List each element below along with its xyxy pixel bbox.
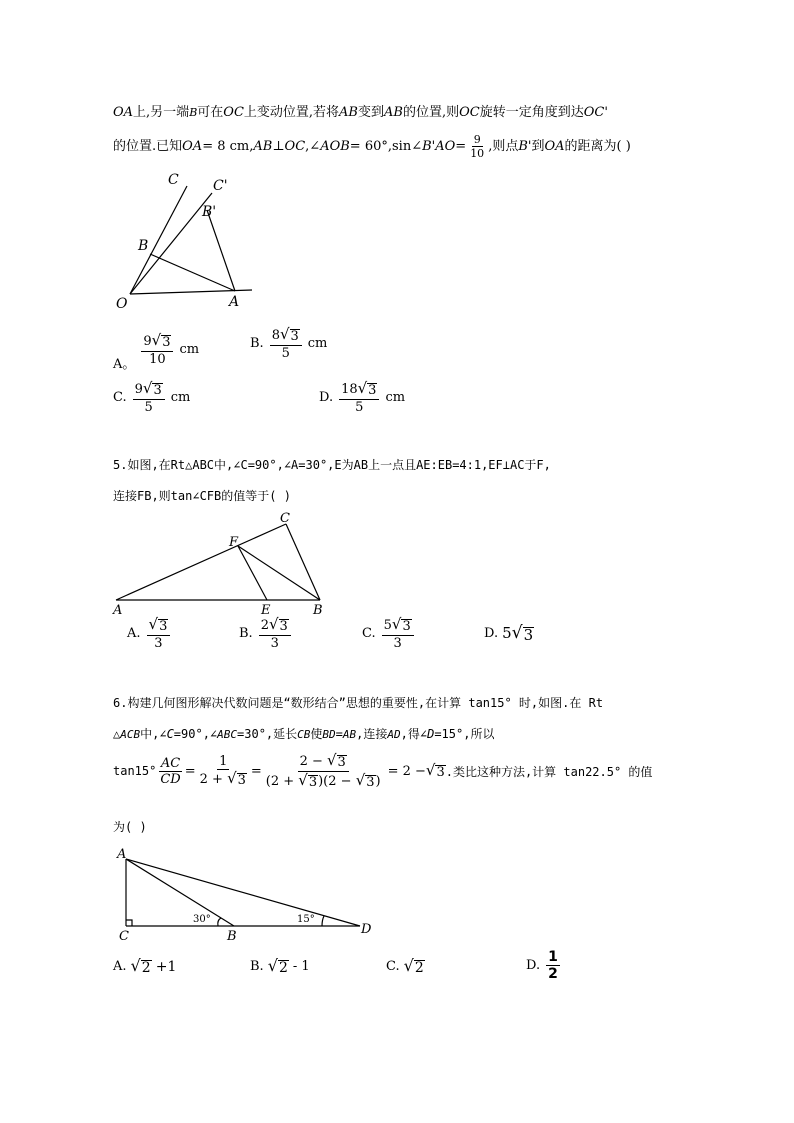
q6-frac1-num: AC — [160, 755, 181, 771]
q6-frac2-den-a: 2 + — [199, 771, 228, 787]
q6-l2-p9: 使 — [310, 727, 323, 741]
q6-frac2-den-r: 3 — [237, 772, 246, 788]
q6-result-r: 3 — [436, 764, 445, 780]
q6-frac3: 2 − √ 3 (2 + √ 3 )(2 − √ 3 ) — [265, 751, 381, 790]
q6-line3-formula: tan15° $\frac{AC}{CD}$ = 1 2 + √ 3 = 2 − √ 3 (2 + √ 3 )(2 − √ 3 ) = 2 − √ 3 .类比这种方法,计算 tan22.5° 的值 — [113, 751, 653, 790]
q4-l1-p10: 的位置,则 — [402, 105, 460, 120]
q4-opt-b-coef: 8 — [271, 328, 280, 343]
q6-l2-p6: ABC — [217, 728, 238, 741]
q4-opt-a-rad: 3 — [162, 335, 171, 351]
q6-opt-d-den: 2 — [548, 966, 558, 982]
q6-frac1-den: CD — [160, 771, 181, 787]
q4-l2-p8: AOB — [320, 138, 350, 154]
q6-frac3-num-r: 3 — [337, 755, 346, 770]
q6-option-d[interactable] — [526, 950, 562, 981]
q5-opt-c-coef: 5 — [383, 618, 392, 633]
q5-label-c: C — [280, 511, 290, 526]
q5-opt-d-value: 5 √ 3 — [502, 623, 534, 644]
q4-l2-p14: 到 — [531, 138, 545, 154]
q6-line1: 6.构建几何图形解决代数问题是“数形结合”思想的重要性,在计算 tan15° 时,如图.在 Rt — [113, 696, 604, 710]
q5-opt-c-rad: 3 — [402, 619, 411, 634]
q5-label-e: E — [261, 603, 271, 618]
q5-opt-d-coef: 5 — [502, 624, 512, 642]
q5-line1: 5.如图,在Rt△ABC中,∠C=90°,∠A=30°,E为AB上一点且AE:EB=4:1,EF⊥AC于F, — [113, 458, 551, 472]
q6-opt-a-tail: +1 — [155, 958, 177, 975]
q5-seg-ef — [238, 546, 267, 600]
q4-option-c[interactable] — [113, 381, 190, 414]
q4-l2-p16: 的距离为( ) — [564, 138, 631, 154]
q4-opt-d-den: 5 — [355, 399, 364, 415]
q4-label-b: B — [138, 238, 149, 254]
q4-l2-p15: OA — [544, 138, 565, 154]
q5-opt-b-label: B. — [239, 625, 253, 641]
q6-result-a: = 2 − — [387, 763, 426, 779]
q4-opt-a-value: 9 √ 3 10 — [141, 333, 173, 366]
q4-seg-abp — [207, 210, 235, 291]
q6-l2-p11: = — [335, 727, 343, 741]
q6-frac3-den-a: (2 + — [265, 773, 299, 789]
q5-opt-c-value: 5 √ 3 3 — [382, 617, 414, 650]
q4-sin-den: 10 — [470, 147, 485, 160]
q5-opt-c-label: C. — [362, 625, 376, 641]
q4-l2-p13: B' — [518, 138, 532, 154]
q4-opt-b-rad: 3 — [290, 329, 299, 344]
q6-l2-p14: AD — [387, 728, 401, 741]
q6-angle-15: 15° — [297, 914, 315, 925]
q6-frac3-den-b: )(2 − — [318, 773, 356, 789]
q6-opt-b-rad: 2 — [278, 960, 288, 976]
q4-l1-p9: AB — [384, 105, 403, 120]
q6-tan15: tan15° — [113, 764, 157, 779]
q6-opt-d-value — [546, 950, 560, 981]
q5-label-a: A — [113, 603, 123, 618]
q6-label-b: B — [227, 929, 237, 944]
q4-option-d[interactable] — [319, 381, 405, 414]
q4-figure — [110, 168, 270, 313]
q4-opt-d-unit: cm — [385, 389, 406, 405]
q4-label-o: O — [116, 296, 128, 312]
q4-l1-p6: 上变动位置,若将 — [243, 105, 340, 120]
q5-line2: 连接FB,则tan∠CFB的值等于( ) — [113, 489, 291, 503]
q6-seg-ad — [126, 859, 360, 926]
q4-option-a[interactable] — [113, 327, 199, 372]
q6-l2-p16: D — [427, 727, 435, 741]
q6-eq1: = — [184, 763, 196, 779]
q4-l2-p7: ,∠ — [305, 138, 321, 154]
q4-opt-c-unit: cm — [170, 389, 191, 405]
q6-label-a: A — [117, 847, 127, 862]
q6-l2-p10: BD — [322, 728, 336, 741]
q6-arc-30 — [218, 918, 221, 926]
q4-line2 — [113, 134, 631, 159]
q5-opt-a-label: A. — [127, 625, 141, 641]
q5-figure — [110, 508, 335, 618]
q4-opt-c-label: C. — [113, 389, 127, 405]
q4-l2-p10: B'AO — [422, 138, 456, 154]
q4-opt-b-value: 8 √ 3 5 — [270, 327, 302, 360]
q6-frac3-den-r1: 3 — [308, 774, 318, 790]
q6-opt-c-label: C. — [386, 959, 400, 975]
q4-l2-p12: ,则点 — [488, 138, 519, 154]
q6-label-c: C — [119, 929, 129, 944]
q5-opt-a-rad: 3 — [159, 619, 168, 634]
q5-opt-b-rad: 3 — [279, 619, 288, 634]
q4-l2-p2: OA — [182, 138, 203, 154]
q4-label-cp: C' — [213, 178, 228, 194]
q5-opt-a-den: 3 — [154, 635, 163, 651]
q6-frac2-num: 1 — [219, 753, 228, 769]
q6-l2-p12: AB — [342, 728, 357, 741]
q6-l2-p8: CB — [297, 728, 311, 741]
q4-opt-a-den: 10 — [149, 351, 166, 367]
q4-l1-p4: 可在 — [197, 105, 224, 120]
q5-opt-b-coef: 2 — [260, 618, 269, 633]
q5-option-c[interactable] — [362, 617, 416, 650]
q6-l2-p5: =90°,∠ — [173, 727, 218, 741]
q6-opt-b-tail: - 1 — [292, 959, 310, 975]
q6-l2-p1: △ — [113, 727, 121, 741]
q5-option-a[interactable] — [127, 617, 172, 650]
q5-opt-b-den: 3 — [270, 635, 279, 651]
q6-option-a[interactable]: A. √ 2 +1 — [113, 956, 177, 976]
q6-arc-15 — [322, 916, 324, 926]
q4-l1-p11: OC — [459, 105, 480, 120]
q5-option-d[interactable] — [484, 624, 534, 644]
q4-label-bp: B' — [202, 204, 217, 220]
q6-option-c[interactable]: C. √ 2 — [386, 956, 424, 976]
q6-opt-c-rad: 2 — [414, 960, 424, 976]
q4-l1-p13: OC' — [583, 105, 608, 120]
q6-l2-p17: =15°,所以 — [434, 727, 495, 741]
q4-opt-c-coef: 9 — [134, 382, 143, 397]
q6-l2-p7: =30°,延长 — [237, 727, 298, 741]
q6-frac3-num-a: 2 − — [299, 754, 327, 769]
q4-opt-d-rad: 3 — [368, 383, 377, 398]
q4-opt-a-unit: cm — [179, 342, 200, 357]
q5-opt-d-label: D. — [484, 626, 499, 642]
q4-l1-p12: 旋转一定角度到达 — [479, 105, 584, 120]
q6-eq2: = — [250, 763, 262, 779]
q6-opt-d-num: 1 — [548, 949, 558, 965]
q4-l1-p5: OC — [223, 105, 244, 120]
q5-opt-c-den: 3 — [393, 635, 402, 651]
q6-opt-b-label: B. — [250, 959, 264, 975]
q4-line1 — [113, 104, 608, 122]
q4-l2-p1: 的位置.已知 — [113, 138, 183, 154]
q4-label-c: C — [168, 172, 179, 188]
q6-frac3-den-c: ) — [375, 773, 381, 789]
q6-frac2: 1 2 + √ 3 — [199, 753, 246, 788]
q4-l1-p2: 上,另一端 — [133, 105, 190, 120]
q4-seg-ab — [150, 254, 235, 291]
q4-opt-c-rad: 3 — [153, 383, 162, 398]
q4-l2-p9: = 60°,sin∠ — [349, 138, 423, 154]
q4-opt-d-label: D. — [319, 389, 334, 405]
q4-opt-a-coef: 9 — [143, 334, 152, 350]
q6-opt-d-label: D. — [526, 958, 541, 973]
q4-sin-num: 9 — [473, 133, 481, 146]
q4-opt-d-coef: 18 — [341, 382, 358, 397]
q5-label-f: F — [229, 535, 239, 550]
q6-seg-ab — [126, 859, 234, 926]
q5-opt-b-value: 2 √ 3 3 — [259, 617, 291, 650]
q6-figure — [110, 842, 380, 944]
q6-line3-tail: .类比这种方法,计算 tan22.5° 的值 — [445, 764, 653, 779]
q6-l2-p13: ,连接 — [356, 727, 388, 741]
q4-l2-p11: = — [455, 138, 467, 154]
q6-line4: 为( ) — [113, 820, 147, 834]
q4-opt-d-value: 18 √ 3 5 — [339, 381, 379, 414]
q4-l2-p3: = 8 cm, — [202, 138, 254, 154]
q4-l2-p6: OC — [284, 138, 306, 154]
q6-l2-p2: ACB — [120, 728, 141, 741]
q4-option-b[interactable] — [250, 327, 327, 360]
q6-l2-p4: C — [166, 727, 174, 741]
q5-opt-d-rad: 3 — [523, 626, 534, 644]
q6-opt-a-rad: 2 — [141, 960, 151, 976]
q6-opt-a-label: A. — [113, 959, 127, 975]
q6-option-b[interactable]: B. √ 2 - 1 — [250, 956, 310, 976]
q6-right-angle-mark — [126, 920, 132, 926]
q4-opt-c-value: 9 √ 3 5 — [133, 381, 165, 414]
q6-line2 — [113, 725, 494, 744]
q4-l2-p4: AB — [253, 138, 273, 154]
q4-l1-p7: AB — [339, 105, 358, 120]
q5-label-b: B — [313, 603, 323, 618]
q6-label-d: D — [361, 922, 372, 937]
q6-angle-30: 30° — [193, 914, 211, 925]
q6-l2-p15: ,得∠ — [400, 727, 428, 741]
q4-l1-p8: 变到 — [358, 105, 385, 120]
q4-opt-b-label: B. — [250, 335, 264, 351]
q6-frac1 — [158, 757, 182, 786]
q4-opt-b-den: 5 — [281, 345, 290, 361]
q4-l2-p5: ⊥ — [272, 138, 285, 154]
q4-l1-p1: OA — [113, 105, 134, 120]
q4-label-a: A — [229, 294, 240, 310]
q4-l1-p3: B — [189, 106, 198, 119]
q5-option-b[interactable] — [239, 617, 293, 650]
q4-sin-fraction — [468, 134, 486, 159]
q4-opt-b-unit: cm — [307, 335, 328, 351]
q4-opt-c-den: 5 — [144, 399, 153, 415]
q5-opt-a-value: √ 3 3 — [147, 617, 171, 650]
q4-opt-a-label: A。 — [113, 357, 136, 372]
q6-l2-p3: 中,∠ — [140, 727, 167, 741]
q6-frac3-den-r2: 3 — [366, 774, 375, 790]
